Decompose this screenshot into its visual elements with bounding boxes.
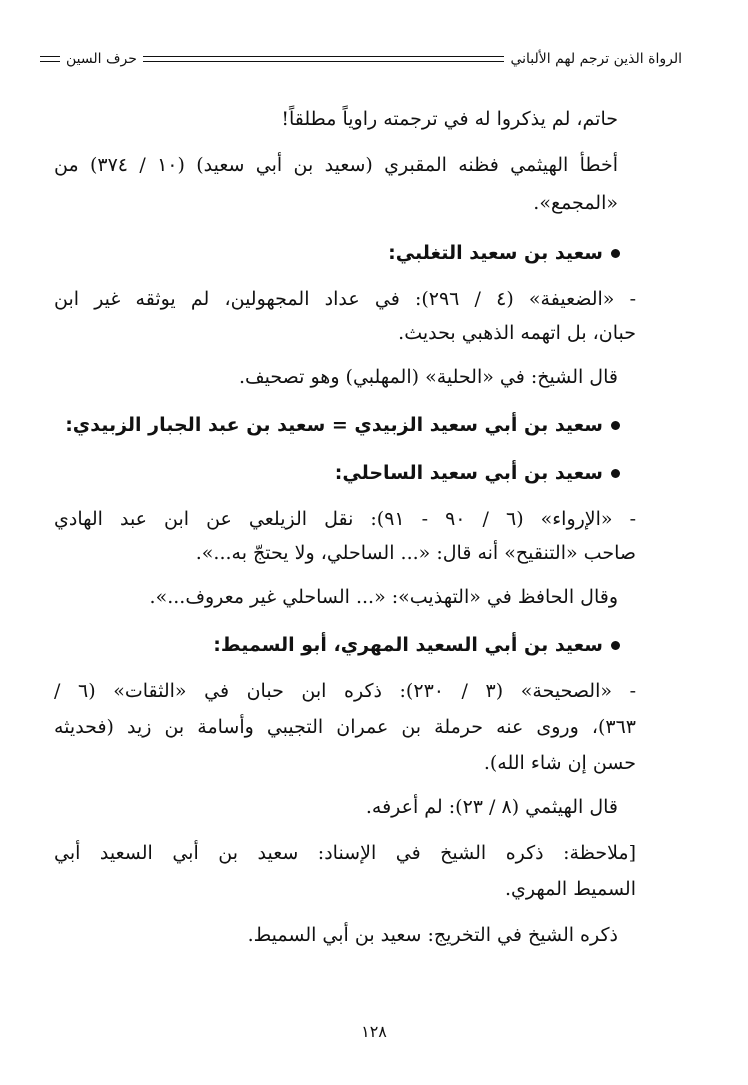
text-line: حبان، بل اتهمه الذهبي بحديث. — [398, 322, 636, 344]
text-line: ٣٦٣)، وروى عنه حرملة بن عمران التجيبي وأسامة بن زيد (فحديثه — [54, 716, 636, 738]
text-line: ذكره الشيخ في التخريج: سعيد بن أبي السميط. — [247, 924, 618, 946]
text-line: - «الضعيفة» (٤ / ٢٩٦): في عداد المجهولين، لم يوثقه غير ابن — [54, 288, 636, 310]
bullet-icon — [611, 469, 620, 478]
entry-heading-text: سعيد بن أبي سعيد الساحلي: — [334, 462, 603, 484]
entry-heading — [213, 630, 620, 660]
text-line: أخطأ الهيثمي فظنه المقبري (سعيد بن أبي سعيد) (١٠ / ٣٧٤) من — [54, 154, 619, 176]
entry-heading — [335, 458, 620, 488]
entry-heading-text: سعيد بن أبي السعيد المهري، أبو السميط: — [213, 634, 603, 656]
text-line: - «الإرواء» (٦ / ٩٠ - ٩١): نقل الزيلعي عن ابن عبد الهادي — [54, 508, 636, 530]
text-line: وقال الحافظ في «التهذيب»: «... الساحلي غير معروف...». — [149, 586, 618, 608]
running-header-title: الرواة الذين ترجم لهم الألباني — [510, 51, 682, 67]
header-rule — [143, 56, 505, 62]
running-header — [40, 47, 682, 71]
text-line: «المجمع». — [533, 192, 618, 214]
running-header-section: حرف السين — [66, 51, 137, 67]
text-line: السميط المهري. — [504, 878, 636, 900]
entry-heading-text: سعيد بن أبي سعيد الزبيدي = سعيد بن عبد الجبار الزبيدي: — [65, 414, 603, 436]
header-rule-end — [40, 56, 60, 62]
text-line: حاتم، لم يذكروا له في ترجمته راوياً مطلقاً! — [281, 108, 618, 130]
text-line: صاحب «التنقيح» أنه قال: «... الساحلي، ولا يحتجّ به...». — [195, 542, 636, 564]
bullet-icon — [611, 641, 620, 650]
bullet-icon — [611, 249, 620, 258]
entry-heading-text: سعيد بن سعيد التغلبي: — [388, 242, 603, 264]
entry-heading — [65, 410, 620, 440]
text-line: قال الشيخ: في «الحلية» (المهلبي) وهو تصحيف. — [238, 366, 618, 388]
text-line: - «الصحيحة» (٣ / ٢٣٠): ذكره ابن حبان في «الثقات» (٦ / — [54, 680, 636, 702]
page-number: ١٢٨ — [361, 1022, 387, 1041]
text-line: حسن إن شاء الله). — [483, 752, 636, 774]
text-line: قال الهيثمي (٨ / ٢٣): لم أعرفه. — [365, 796, 618, 818]
bullet-icon — [611, 421, 620, 430]
text-line: [ملاحظة: ذكره الشيخ في الإسناد: سعيد بن أبي السعيد أبي — [54, 842, 636, 864]
entry-heading — [388, 238, 620, 268]
